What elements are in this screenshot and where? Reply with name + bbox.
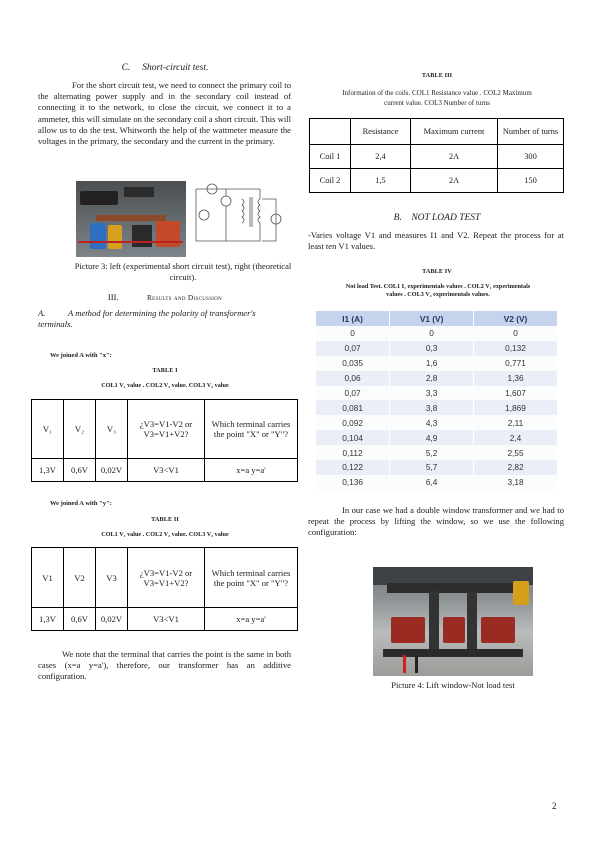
table-4-cell: 3,8 [390, 400, 474, 415]
table-3-title: TABLE III [421, 72, 453, 79]
table-4-cell: 1,607 [474, 386, 558, 401]
section-b-heading: B. NOT LOAD TEST [393, 213, 481, 223]
table-2-header-v3: V3 [96, 548, 128, 608]
table-4-cell: 0,122 [316, 460, 390, 475]
table-3-cell: 1,5 [351, 169, 411, 193]
table-4-cell: 0,06 [316, 371, 390, 386]
table-4-cell: 0,3 [390, 341, 474, 356]
table-4-cell: 2,55 [474, 445, 558, 460]
table-4-cell: 3,3 [390, 386, 474, 401]
table-3-cell: Coil 2 [310, 169, 351, 193]
table-1-cell: V3<V1 [128, 459, 205, 482]
table-4-cell: 4,3 [390, 415, 474, 430]
table-1-cell: 0,02V [96, 459, 128, 482]
join-x-label: We joined A with "x": [50, 352, 112, 359]
not-load-paragraph: -Varies voltage V1 and measures I1 and V2. Repeat the process for at least ten V1 values. [308, 230, 564, 252]
table-3-header-turns: Number of turns [498, 119, 564, 145]
table-4-cell: 2,8 [390, 371, 474, 386]
theoretical-circuit-diagram [190, 181, 290, 257]
table-4-row [316, 371, 558, 386]
table-1-cell: 1,3V [32, 459, 64, 482]
table-2-header-terminal: Which terminal carries the point "X" or "Y"? [205, 548, 298, 608]
short-circuit-paragraph: For the short circuit test, we need to connect the primary coil to the alternating power supply and in the secondary coil instead of connecting it to the network, to close the circuit, we connect it to a ammeter, this will simulate on the secondary coil a short circuit. This will allow us to do the test. Whitworth the help of the wattmeter measure the voltages in the primary, the secondary and the current in the primary. [38, 80, 291, 147]
lift-window-test-photo [373, 567, 533, 676]
table-4-cell: 0 [316, 326, 390, 341]
table-3-cell: 2A [411, 145, 498, 169]
table-4-cell: 0,07 [316, 341, 390, 356]
table-2-header-v2: V2 [64, 548, 96, 608]
table-4-row [316, 475, 558, 490]
table-1-cell: 0,6V [64, 459, 96, 482]
table-4-cell: 2,82 [474, 460, 558, 475]
join-y-label: We joined A with "y": [50, 500, 112, 507]
table-3-description [308, 88, 566, 108]
table-4-cell: 0 [474, 326, 558, 341]
table-4-cell: 5,7 [390, 460, 474, 475]
table-4-row [316, 356, 558, 371]
table-4-row [316, 341, 558, 356]
table-4-cell: 0,771 [474, 356, 558, 371]
table-1-cell: x=a y=a' [205, 459, 298, 482]
section-a-letter: A. [38, 308, 46, 318]
table-4-row [316, 386, 558, 401]
table-3-cell: 300 [498, 145, 564, 169]
table-4-cell: 2,4 [474, 430, 558, 445]
page-number: 2 [552, 801, 557, 811]
table-1-header-equation: ¿V3=V1-V2 or V3=V1+V2? [128, 400, 205, 459]
double-window-paragraph: In our case we had a double window transformer and we had to repeat the process by lifting the window, so we use the following configuration: [308, 505, 564, 538]
table-1-header-v1: V₁ [32, 400, 64, 459]
table-1-description: COL1 V₁ value . COL2 V₂ value. COL3 V₃ value [101, 382, 229, 389]
short-circuit-test-photo [76, 181, 186, 257]
table-4-cell: 0,081 [316, 400, 390, 415]
table-3-cell: Coil 1 [310, 145, 351, 169]
table-4-row [316, 460, 558, 475]
table-4-cell: 1,869 [474, 400, 558, 415]
table-4-row [316, 415, 558, 430]
table-1-title: TABLE I [152, 367, 178, 374]
section-c-heading: C. Short-circuit test. [121, 63, 209, 73]
table-2-header-equation: ¿V3=V1-V2 or V3=V1+V2? [128, 548, 205, 608]
picture-4-caption: Picture 4: Lift window-Not load test [391, 680, 515, 690]
table-2-cell: x=a y=a' [205, 608, 298, 631]
table-4-header-v2: V2 (V) [474, 311, 558, 326]
table-1 [31, 399, 298, 482]
table-3-header-resistance: Resistance [351, 119, 411, 145]
table-3 [309, 118, 564, 193]
table-1-header-v3: V₃ [96, 400, 128, 459]
table-2-cell: 1,3V [32, 608, 64, 631]
table-2-cell: 0,6V [64, 608, 96, 631]
table-3-description-line-2: current value. COL3 Number of turns [384, 99, 490, 107]
section-a-title: A method for determining the polarity of transformer's terminals. [38, 308, 256, 329]
table-4-row [316, 326, 558, 341]
table-4-cell: 0,104 [316, 430, 390, 445]
table-4-cell: 0,07 [316, 386, 390, 401]
section-iii-title: Results and Discussion [146, 293, 223, 302]
table-3-header-blank [310, 119, 351, 145]
polarity-conclusion-paragraph: We note that the terminal that carries the point is the same in both cases (x=a y=a'), therefore, our transformer has an additive configuration. [38, 649, 291, 682]
table-4-cell: 0,092 [316, 415, 390, 430]
table-3-cell: 2,4 [351, 145, 411, 169]
table-4-cell: 0 [390, 326, 474, 341]
table-4-row [316, 400, 558, 415]
table-4-description-line-2: values . COL3 V₂ experimentals values. [386, 291, 490, 298]
table-4-header-v1: V1 (V) [390, 311, 474, 326]
table-4 [316, 311, 558, 490]
table-3-cell: 2A [411, 169, 498, 193]
table-4-cell: 3,18 [474, 475, 558, 490]
table-1-header-terminal: Which terminal carries the point "X" or "Y"? [205, 400, 298, 459]
table-2-title: TABLE II [151, 516, 179, 523]
picture-3-caption: Picture 3: left (experimental short circuit test), right (theoretical circuit). [74, 261, 292, 282]
table-2-cell: 0,02V [96, 608, 128, 631]
table-4-cell: 1,36 [474, 371, 558, 386]
table-4-cell: 0,035 [316, 356, 390, 371]
table-1-header-v2: V₂ [64, 400, 96, 459]
table-4-cell: 0,132 [474, 341, 558, 356]
table-2 [31, 547, 298, 631]
table-4-cell: 5,2 [390, 445, 474, 460]
table-4-header-i1: I1 (A) [316, 311, 390, 326]
table-3-header-max-current: Maximum current [411, 119, 498, 145]
table-4-row [316, 445, 558, 460]
table-4-title: TABLE IV [422, 268, 452, 275]
table-4-row [316, 430, 558, 445]
table-4-cell: 0,112 [316, 445, 390, 460]
table-4-cell: 6,4 [390, 475, 474, 490]
table-2-description: COL1 V₁ value . COL2 V₂ value. COL3 V₃ value [101, 531, 229, 538]
section-iii-number: III. [107, 292, 119, 302]
table-3-cell: 150 [498, 169, 564, 193]
section-a-heading [38, 308, 291, 330]
table-2-cell: V3<V1 [128, 608, 205, 631]
table-4-cell: 4,9 [390, 430, 474, 445]
table-4-cell: 1,6 [390, 356, 474, 371]
table-4-description-line-1: Not load Test. COL1 I₁ experimentals values . COL2 V₁ experimentals [345, 283, 531, 290]
table-4-cell: 0,136 [316, 475, 390, 490]
table-4-cell: 2,11 [474, 415, 558, 430]
table-2-header-v1: V1 [32, 548, 64, 608]
section-iii-heading [40, 292, 290, 302]
table-3-description-line-1: Information of the coils. COL1 Resistance value . COL2 Maximum [342, 89, 532, 97]
table-4-description [318, 283, 558, 299]
